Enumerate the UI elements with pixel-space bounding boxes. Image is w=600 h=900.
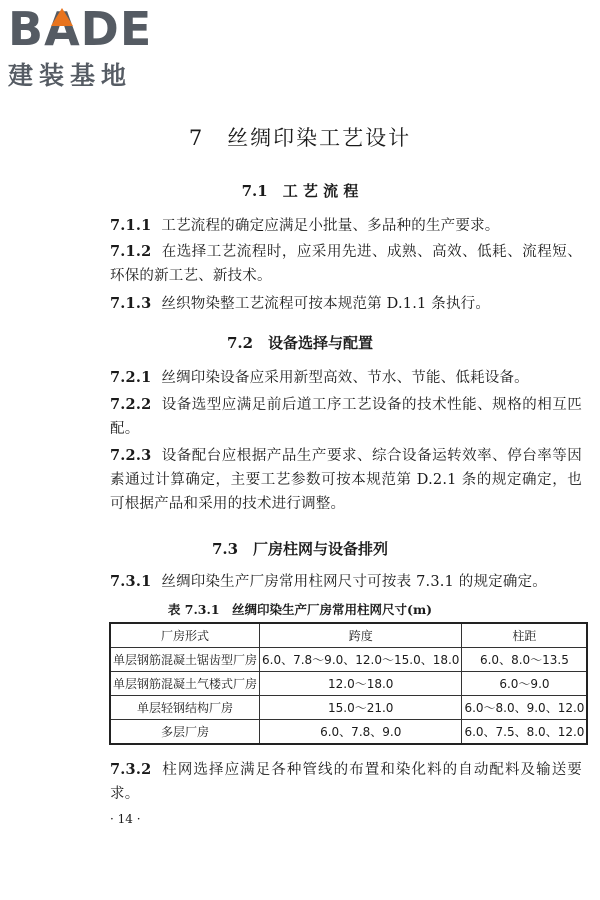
clause-7-1-3 — [110, 292, 582, 316]
table-cell: 单层钢筋混凝土气楼式厂房 — [110, 672, 260, 696]
clause-text: 丝绸印染设备应采用新型高效、节水、节能、低耗设备。 — [161, 370, 529, 386]
clause-7-2-1 — [110, 366, 582, 390]
chapter-title: 7 丝绸印染工艺设计 — [188, 126, 412, 150]
table-row — [110, 720, 587, 745]
clause-number: 7.3.2 — [110, 761, 152, 778]
table-row — [110, 672, 587, 696]
logo-triangle-icon — [51, 8, 73, 26]
table-cell: 15.0～21.0 — [260, 696, 462, 720]
clause-text: 柱网选择应满足各种管线的布置和染化料的自动配料及输送要求。 — [110, 762, 582, 802]
clause-7-1-2 — [110, 240, 582, 288]
logo-letter-a-text: A — [44, 2, 81, 56]
clause-text: 在选择工艺流程时，应采用先进、成熟、高效、低耗、流程短、环保的新工艺、新技术。 — [110, 244, 582, 284]
table-cell: 6.0、7.8～9.0、12.0～15.0、18.0 — [260, 648, 462, 672]
table-cell: 多层厂房 — [110, 720, 260, 745]
clause-number: 7.1.2 — [110, 243, 152, 260]
section-title-7-3: 7.3 厂房柱网与设备排列 — [211, 540, 389, 558]
clause-7-2-3 — [110, 444, 582, 516]
table-row — [110, 648, 587, 672]
column-grid-table — [109, 622, 588, 745]
table-cell: 6.0、8.0～13.5 — [462, 648, 587, 672]
table-header-cell: 厂房形式 — [110, 623, 260, 648]
table-cell: 12.0～18.0 — [260, 672, 462, 696]
section-title-7-2: 7.2 设备选择与配置 — [226, 334, 374, 352]
logo — [8, 2, 178, 92]
table-title: 表 7.3.1 丝绸印染生产厂房常用柱网尺寸(m) — [167, 602, 433, 617]
clause-7-2-2 — [110, 393, 582, 441]
clause-7-1-1 — [110, 214, 582, 238]
clause-number: 7.3.1 — [110, 573, 152, 590]
clause-text: 工艺流程的确定应满足小批量、多品种的生产要求。 — [161, 218, 500, 234]
logo-letters-de: DE — [80, 2, 153, 56]
table-cell: 单层钢筋混凝土锯齿型厂房 — [110, 648, 260, 672]
clause-number: 7.2.3 — [110, 447, 152, 464]
clause-number: 7.1.3 — [110, 295, 152, 312]
clause-number: 7.1.1 — [110, 217, 152, 234]
logo-letter-b: B — [8, 2, 45, 56]
table-header-cell: 跨度 — [260, 623, 462, 648]
clause-text: 丝织物染整工艺流程可按本规范第 D.1.1 条执行。 — [161, 296, 491, 312]
table-row — [110, 696, 587, 720]
table-cell: 6.0、7.8、9.0 — [260, 720, 462, 745]
clause-text: 丝绸印染生产厂房常用柱网尺寸可按表 7.3.1 的规定确定。 — [161, 574, 547, 590]
clause-7-3-2 — [110, 758, 582, 806]
page-number: · 14 · — [110, 812, 141, 826]
section-title-7-1: 7.1 工 艺 流 程 — [241, 182, 359, 200]
table-cell: 6.0、7.5、8.0、12.0 — [462, 720, 587, 745]
table-cell: 单层轻钢结构厂房 — [110, 696, 260, 720]
logo-subtitle: 建装基地 — [8, 61, 133, 90]
clause-text: 设备配台应根据产品生产要求、综合设备运转效率、停台率等因素通过计算确定，主要工艺参数可按本规范第 D.2.1 条的规定确定，也可根据产品和采用的技术进行调整。 — [110, 448, 582, 512]
clause-7-3-1 — [110, 570, 582, 594]
clause-number: 7.2.2 — [110, 396, 152, 413]
logo-letter-a — [44, 2, 81, 56]
logo-wordmark — [8, 2, 178, 56]
table-header-row — [110, 623, 587, 648]
table-cell: 6.0～9.0 — [462, 672, 587, 696]
clause-number: 7.2.1 — [110, 369, 152, 386]
clause-text: 设备选型应满足前后道工序工艺设备的技术性能、规格的相互匹配。 — [110, 397, 582, 437]
table-cell: 6.0～8.0、9.0、12.0 — [462, 696, 587, 720]
table-header-cell: 柱距 — [462, 623, 587, 648]
